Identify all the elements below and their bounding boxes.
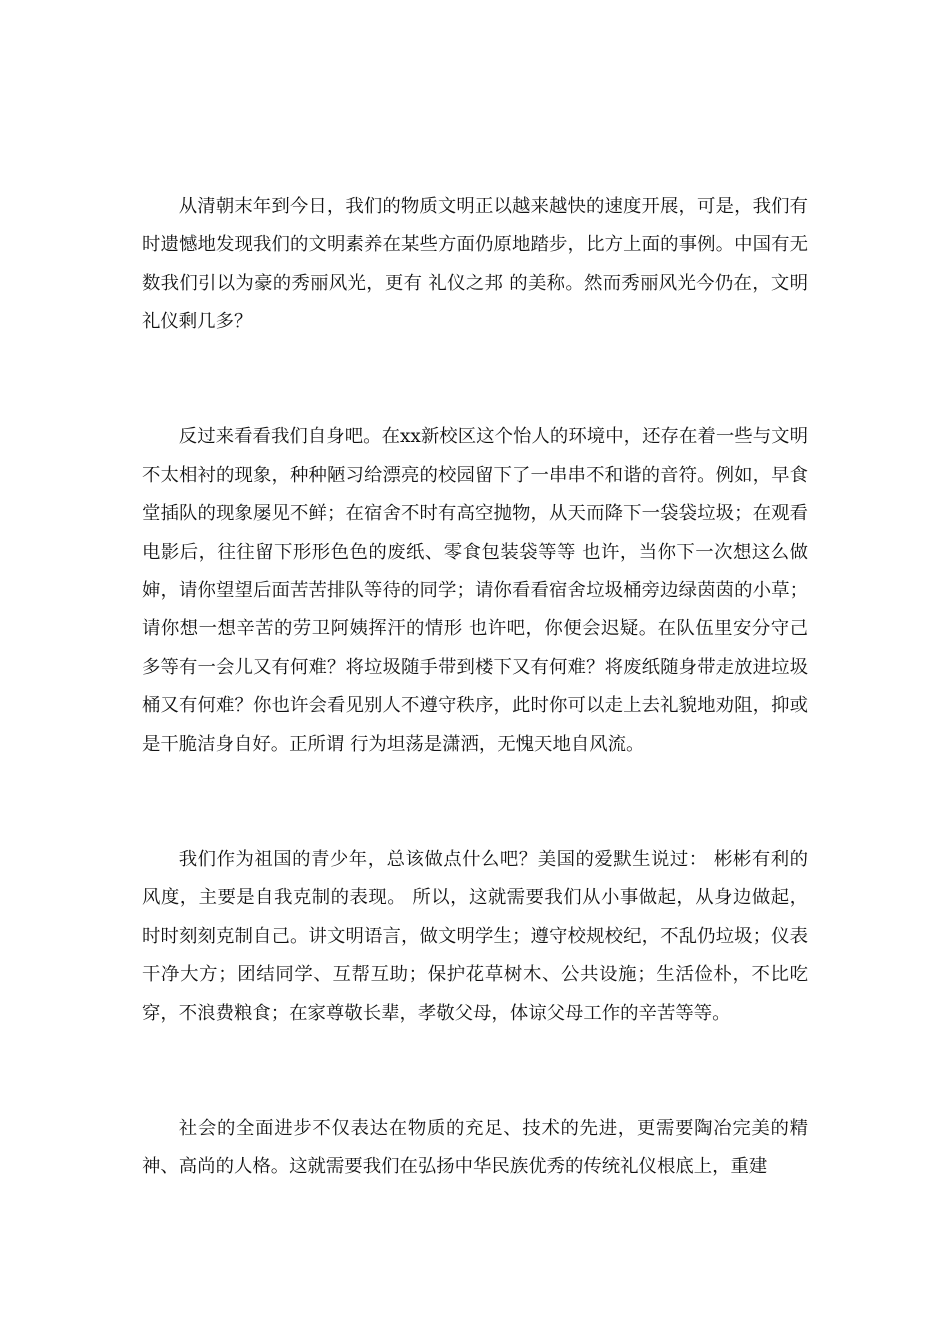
paragraph-2: 反过来看看我们自身吧。在xx新校区这个怡人的环境中，还存在着一些与文明不太相衬的现象，种种陋习给漂亮的校园留下了一串串不和谐的音符。例如，早食堂插队的现象屡见不鲜；在宿舍不时有高空抛物，从天而降下一袋袋垃圾；在观看电影后，往往留下形形色色的废纸、零食包装袋等等 也许，当你下一次想这么做婶，请你望望后面苦苦排队等待的同学；请你看看宿舍垃圾桶旁边绿茵茵的小草；请你想一想辛苦的劳卫阿姨挥汗的情形 也许吧，你便会迟疑。在队伍里安分守己多等有一会儿又有何难？将垃圾随手带到楼下又有何难？将废纸随身带走放进垃圾桶又有何难？你也许会看见别人不遵守秩序，此时你可以走上去礼貌地劝阻，抑或是干脆洁身自好。正所谓 行为坦荡是潇洒，无愧天地自风流。 xyxy=(142,426,808,755)
body-text xyxy=(142,188,808,1187)
paragraph-3: 我们作为祖国的青少年，总该做点什么吧？美国的爱默生说过： 彬彬有利的风度，主要是自我克制的表现。 所以，这就需要我们从小事做起，从身边做起，时时刻刻克制自己。讲文明语言，做文明学生；遵守校规校纪，不乱仍垃圾；仪表干净大方；团结同学、互帮互助；保护花草树木、公共设施；生活俭朴，不比吃穿，不浪费粮食；在家尊敬长辈，孝敬父母，体谅父母工作的辛苦等等。 xyxy=(142,848,808,1024)
paragraph-4: 社会的全面进步不仅表达在物质的充足、技术的先进，更需要陶冶完美的精神、高尚的人格。这就需要我们在弘扬中华民族优秀的传统礼仪根底上，重建 xyxy=(142,1117,808,1178)
paragraph-1: 从清朝末年到今日，我们的物质文明正以越来越快的速度开展，可是，我们有时遗憾地发现我们的文明素养在某些方面仍原地踏步，比方上面的事例。中国有无数我们引以为豪的秀丽风光，更有 礼仪之邦 的美称。然而秀丽风光今仍在，文明礼仪剩几多？ xyxy=(142,196,808,333)
